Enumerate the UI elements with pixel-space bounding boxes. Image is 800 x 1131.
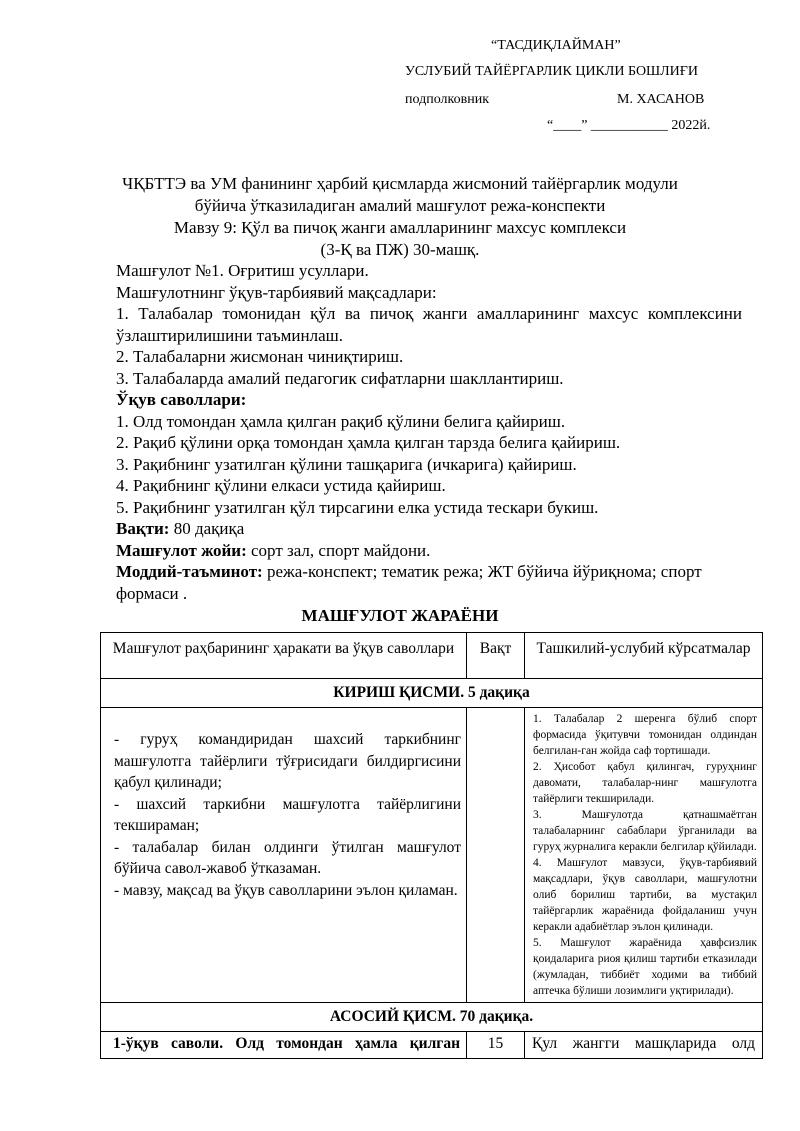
intro-action-item: - гуруҳ командиридан шахсий таркибнинг машғулотга тайёрлиги тўғрисидаги билдиргисини қабул қилинади; (114, 731, 461, 791)
material-row (116, 561, 742, 604)
approval-title: “ТАСДИҚЛАЙМАН” (491, 38, 621, 53)
heading-line-1: ЧҚБТТЭ ва УМ фанининг ҳарбий қисмларда жисмоний тайёргарлик модули (122, 174, 678, 193)
main-action-cell: 1-ўқув саволи. Олд томондан ҳамла қилган (101, 1032, 467, 1059)
main-time-cell: 15 (467, 1032, 525, 1059)
place-value: сорт зал, спорт майдони. (246, 540, 431, 560)
intro-note-item: 1. Талабалар 2 шеренга бўлиб спорт формасида ўқитувчи томонидан олдиндан белгилан-ган жойда саф тортишади. (533, 713, 757, 757)
column-header: Машғулот раҳбарининг ҳаракати ва ўқув саволлари (101, 633, 467, 679)
main-note-cell: Қул жангги машқларида олд (525, 1032, 763, 1059)
lesson-title: Машғулот №1. Оғритиш усуллари. (116, 261, 369, 280)
approval-date: “____” ___________ 2022й. (547, 118, 711, 133)
goals-label: Машғулотнинг ўқув-тарбиявий мақсадлари: (116, 282, 437, 302)
material-label: Моддий-таъминот: (116, 562, 263, 581)
intro-action-item: - шахсий таркибни машғулотга тайёрлигини текшираман; (114, 795, 461, 834)
intro-notes-cell (525, 708, 763, 1003)
table-row (101, 708, 763, 1003)
document-heading (60, 173, 740, 261)
column-header: Ташкилий-услубий кўрсатмалар (525, 633, 763, 679)
intro-actions-cell (101, 708, 467, 1003)
approval-name: М. ХАСАНОВ (617, 92, 705, 107)
heading-line-3: Мавзу 9: Қўл ва пичоқ жанги амалларининг махсус комплекси (173, 218, 627, 237)
intro-note-item: 2. Ҳисобот қабул қилингач, гуруҳнинг давомати, талабалар-нинг машғулотга тайёрлиги текширилади. (533, 761, 757, 805)
table-row (101, 1032, 763, 1059)
approval-rank: подполковник (405, 92, 489, 107)
intro-note-item: 3. Машғулотда қатнашмаётган талабаларнинг сабаблари ўрганилади ва гуруҳ журналига керакли белгилар қўйилади. (533, 809, 757, 853)
question-item: 4. Рақибнинг қўлини елкаси устида қайириш. (116, 476, 446, 495)
goal-item: 2. Талабаларни жисмонан чиниқтириш. (116, 347, 404, 366)
section-row (101, 679, 763, 708)
section-row (101, 1003, 763, 1032)
lesson-body (116, 260, 742, 604)
heading-line-2: бўйича ўтказиладиган амалий машғулот режа-конспекти (194, 196, 606, 215)
intro-time-cell (467, 708, 525, 1003)
time-row (116, 518, 742, 540)
approval-position: УСЛУБИЙ ТАЙЁРГАРЛИК ЦИКЛИ БОШЛИҒИ (405, 64, 698, 79)
question-item: 2. Рақиб қўлини орқа томондан ҳамла қилган тарзда белига қайириш. (116, 433, 621, 452)
column-header: Вақт (467, 633, 525, 679)
intro-action-item: - талабалар билан олдинги ўтилган машғулот бўйича савол-жавоб ўтказаман. (114, 838, 461, 877)
lesson-plan-table (100, 632, 763, 1059)
material-value: режа-конспект; тематик режа; ЖТ бўйича йўриқнома; спорт формаси . (116, 562, 702, 603)
time-label: Вақти: (116, 519, 170, 538)
place-row (116, 540, 742, 562)
question-item: 1. Олд томондан ҳамла қилган рақиб қўлини белига қайириш. (116, 411, 566, 431)
heading-line-4: (3-Қ ва ПЖ) 30-машқ. (320, 240, 480, 259)
goal-item: 3. Талабаларда амалий педагогик сифатларни шакллантириш. (116, 368, 564, 388)
goal-item: 1. Талабалар томонидан қўл ва пичоқ жанги амалларининг махсус комплексини ўзлаштирилишини таъминлаш. (116, 304, 742, 345)
intro-section-title: КИРИШ ҚИСМИ. 5 дақиқа (101, 679, 763, 708)
questions-label: Ўқув саволлари: (116, 390, 247, 409)
main-section-title: АСОСИЙ ҚИСМ. 70 дақиқа. (101, 1003, 763, 1032)
table-header-row (101, 633, 763, 679)
intro-action-item: - мавзу, мақсад ва ўқув саволларини эълон қиламан. (114, 881, 458, 899)
question-item: 3. Рақибнинг узатилган қўлини ташқарига (ичкарига) қайириш. (116, 454, 577, 474)
question-item: 5. Рақибнинг узатилган қўл тирсагини елка устида тескари букиш. (116, 497, 599, 517)
intro-note-item: 4. Машғулот мавзуси, ўқув-тарбиявий мақсадлари, ўқув саволлари, машғулотни олиб борилиш тартиби, ва мустақил тайёргарлик жараёнида фойдаланиш учун керакли адабиётлар эълон қилинади. (533, 857, 757, 933)
report-title: МАШҒУЛОТ ЖАРАЁНИ (301, 606, 499, 625)
time-value: 80 дақиқа (169, 519, 245, 538)
place-label: Машғулот жойи: (116, 540, 247, 560)
intro-note-item: 5. Машғулот жараёнида ҳавфсизлик қоидаларига риоя қилиш тартиби етказилади (жумладан, тиббиёт ходими ва тиббий аптечка бўлиши лозимлиги уқтирилади). (533, 937, 757, 997)
